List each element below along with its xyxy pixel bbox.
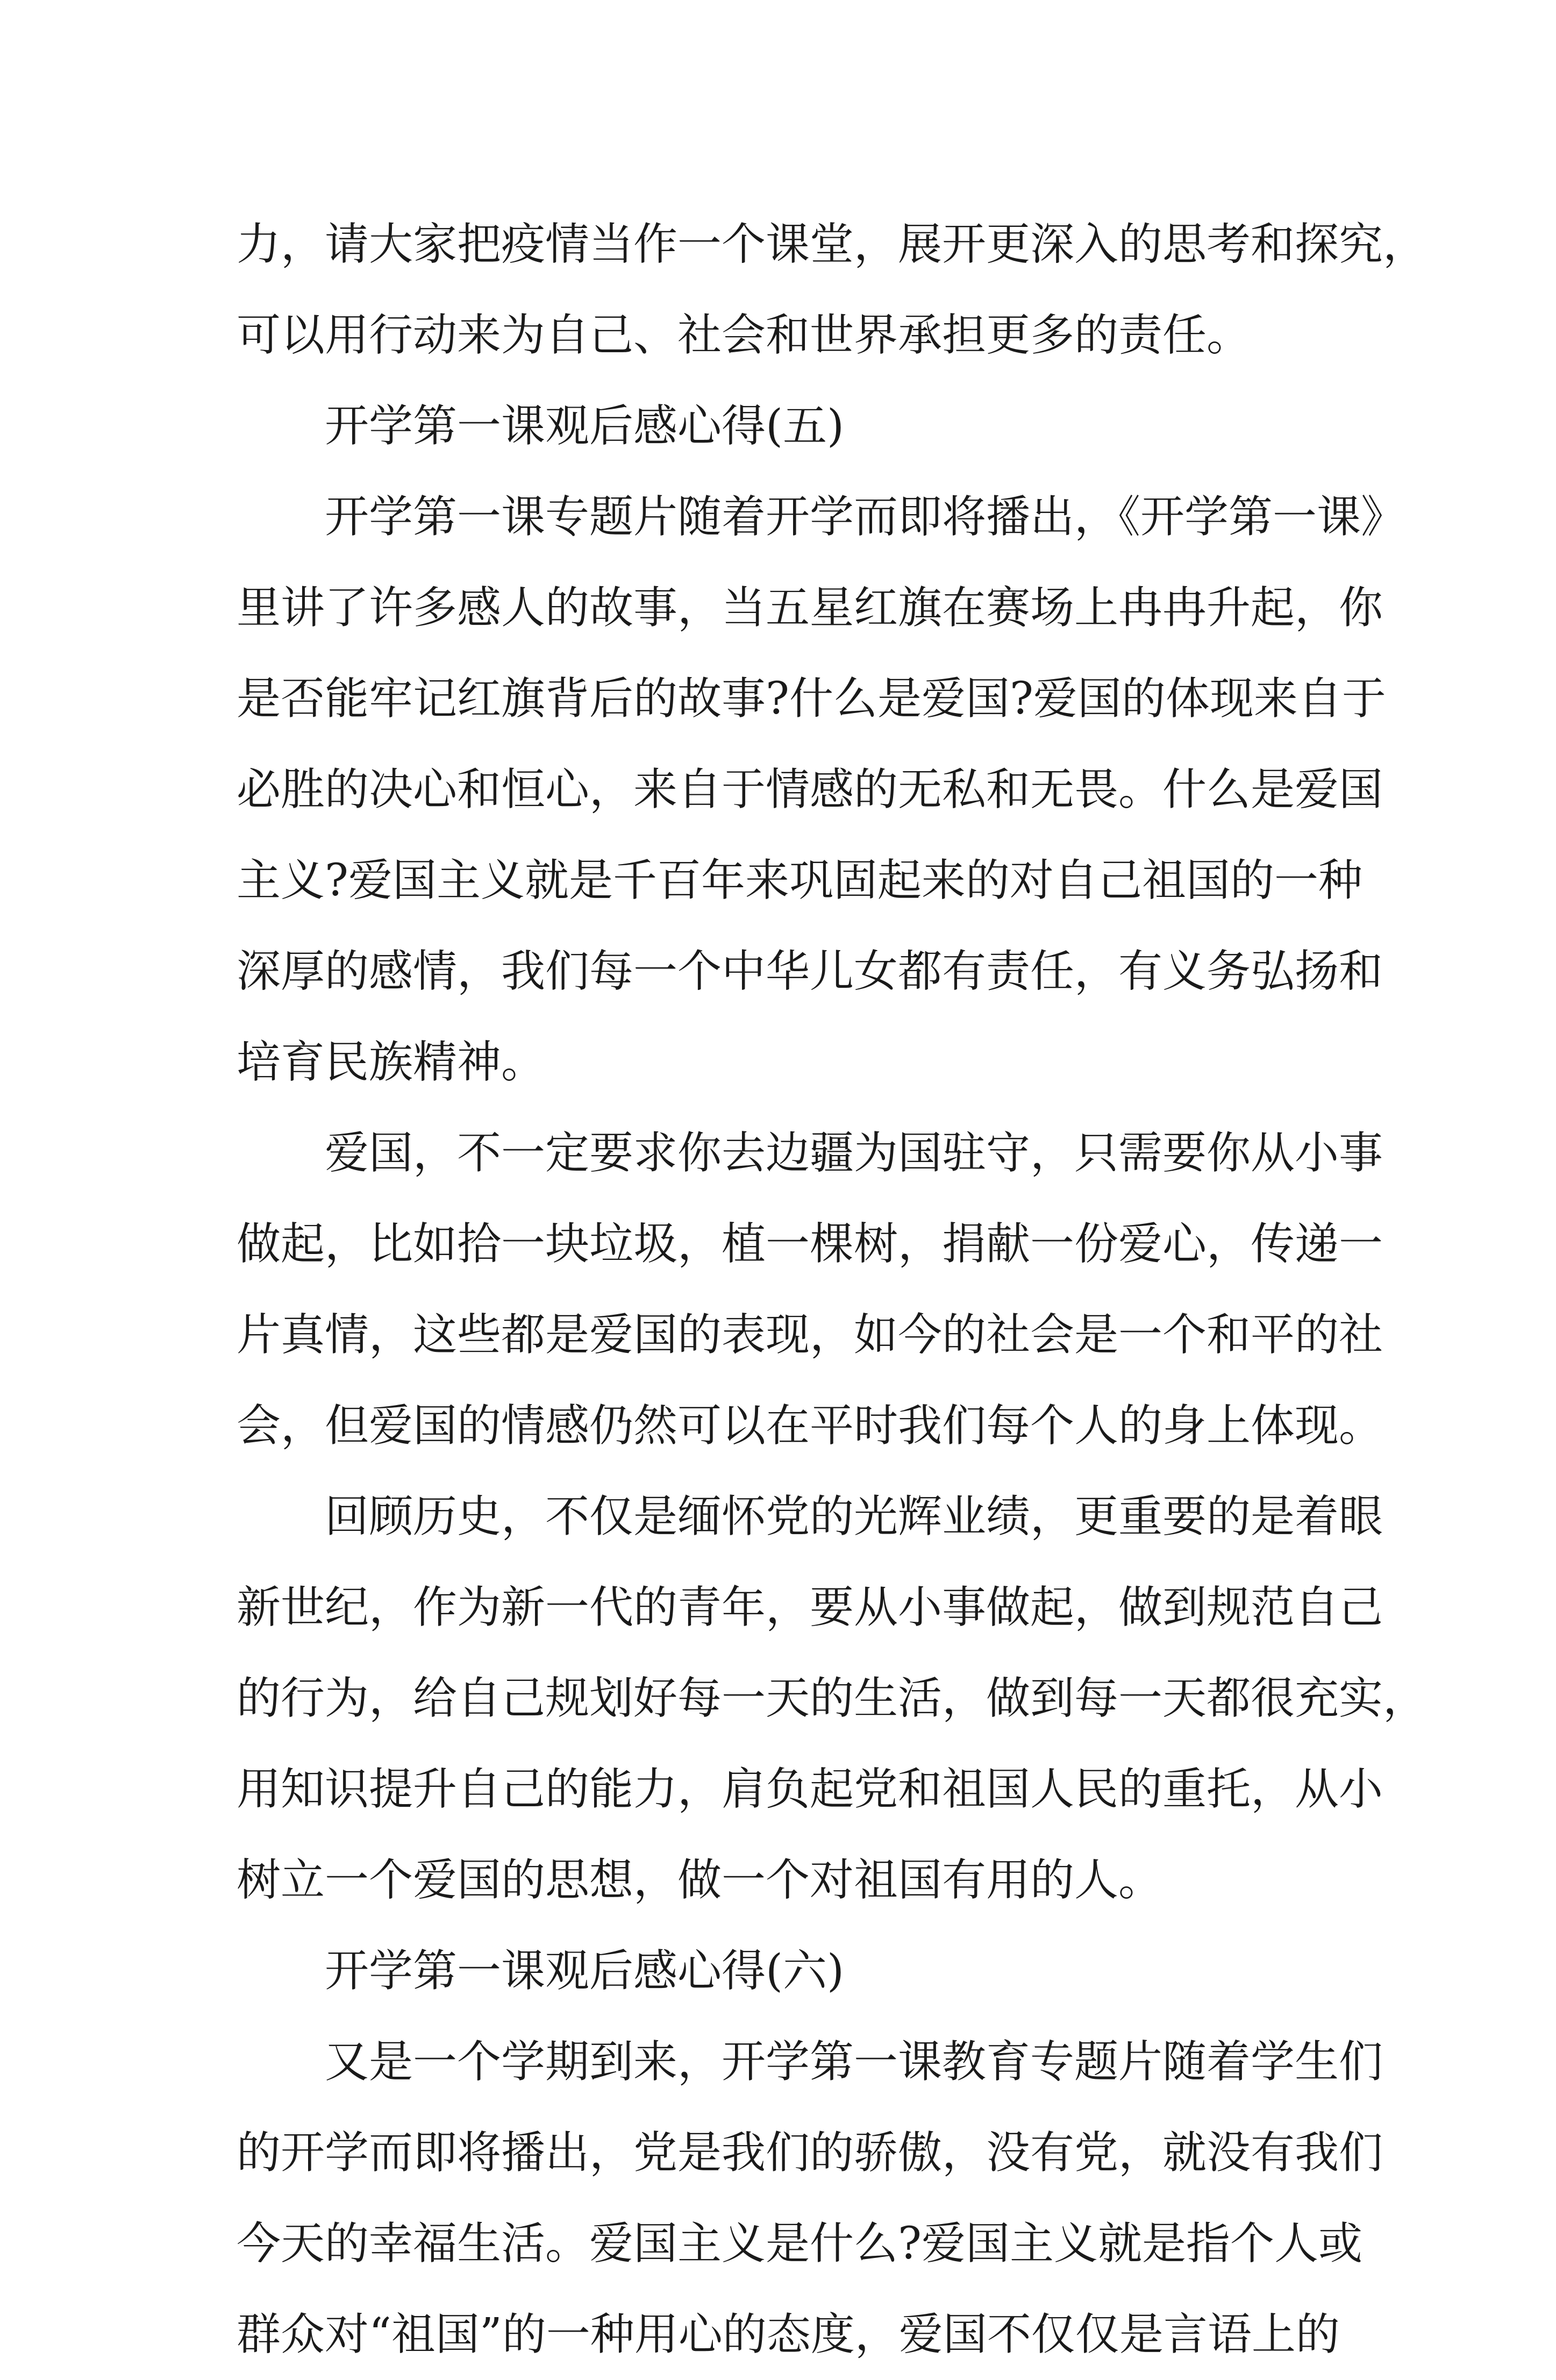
paragraph-line: 群众对“祖国”的一种用心的态度，爱国不仅仅是言语上的 xyxy=(237,2309,1340,2360)
section-heading: 开学第一课观后感心得(六) xyxy=(325,1946,844,1997)
paragraph-line: 的行为，给自己规划好每一天的生活，做到每一天都很充实， xyxy=(237,1673,1427,1724)
paragraph-line: 是否能牢记红旗背后的故事?什么是爱国?爱国的体现来自于 xyxy=(237,673,1386,724)
paragraph-line: 爱国，不一定要求你去边疆为国驻守，只需要你从小事 xyxy=(325,1128,1383,1179)
paragraph-line: 片真情，这些都是爱国的表现，如今的社会是一个和平的社 xyxy=(237,1309,1383,1360)
paragraph-line: 里讲了许多感人的故事，当五星红旗在赛场上冉冉升起，你 xyxy=(237,582,1383,633)
paragraph-line: 深厚的感情，我们每一个中华儿女都有责任，有义务弘扬和 xyxy=(237,946,1383,997)
paragraph-line: 培育民族精神。 xyxy=(237,1037,546,1088)
paragraph-line: 的开学而即将播出，党是我们的骄傲，没有党，就没有我们 xyxy=(237,2127,1383,2178)
paragraph-line: 主义?爱国主义就是千百年来巩固起来的对自己祖国的一种 xyxy=(237,855,1362,906)
paragraph-line: 新世纪，作为新一代的青年，要从小事做起，做到规范自己 xyxy=(237,1582,1383,1633)
paragraph-line: 开学第一课专题片随着开学而即将播出，《开学第一课》 xyxy=(325,491,1405,543)
paragraph-line: 做起，比如拾一块垃圾，植一棵树，捐献一份爱心，传递一 xyxy=(237,1218,1383,1270)
paragraph-line: 今天的幸福生活。爱国主义是什么?爱国主义就是指个人或 xyxy=(237,2218,1362,2269)
paragraph-line: 必胜的决心和恒心，来自于情感的无私和无畏。什么是爱国 xyxy=(237,764,1383,815)
paragraph-line: 用知识提升自己的能力，肩负起党和祖国人民的重托，从小 xyxy=(237,1764,1383,1815)
paragraph-line: 树立一个爱国的思想，做一个对祖国有用的人。 xyxy=(237,1855,1163,1906)
paragraph-line: 回顾历史，不仅是缅怀党的光辉业绩，更重要的是着眼 xyxy=(325,1491,1383,1542)
paragraph-line: 会，但爱国的情感仍然可以在平时我们每个人的身上体现。 xyxy=(237,1400,1383,1451)
section-heading: 开学第一课观后感心得(五) xyxy=(325,401,844,452)
paragraph-line: 又是一个学期到来，开学第一课教育专题片随着学生们 xyxy=(325,2036,1383,2087)
paragraph-line: 力，请大家把疫情当作一个课堂，展开更深入的思考和探究， xyxy=(237,219,1427,270)
paragraph-line: 可以用行动来为自己、社会和世界承担更多的责任。 xyxy=(237,310,1251,361)
document-body xyxy=(237,199,1427,2380)
